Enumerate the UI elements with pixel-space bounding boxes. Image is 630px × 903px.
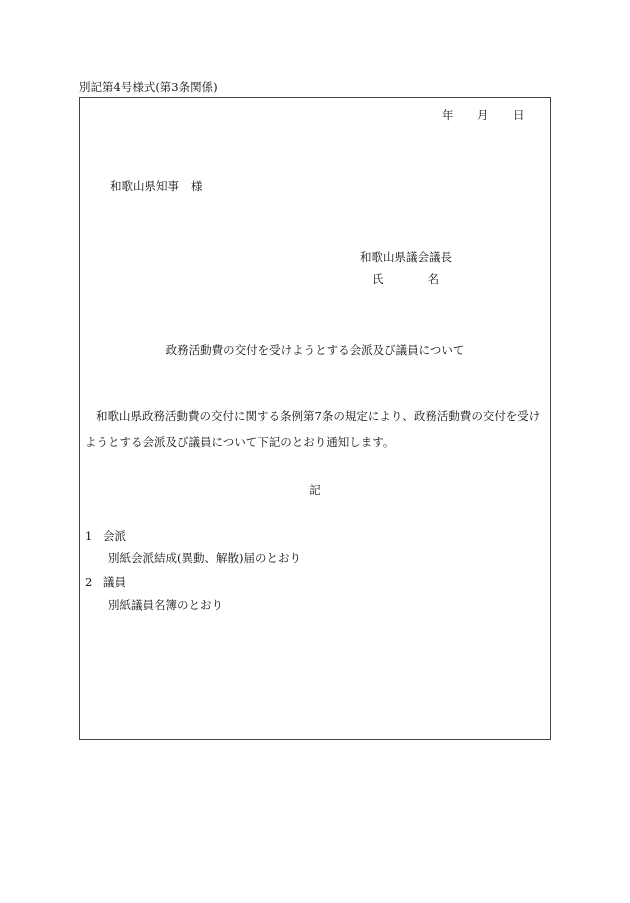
date-month-label: 月 bbox=[477, 108, 489, 122]
item-1-heading bbox=[85, 531, 126, 543]
item-2-number: 2 bbox=[85, 575, 93, 589]
form-label: 別記第4号様式(第3条関係) bbox=[79, 80, 218, 94]
item-2-heading bbox=[85, 577, 126, 589]
item-1-number: 1 bbox=[85, 529, 93, 543]
body-text-line-2: ようとする会派及び議員について下記のとおり通知します。 bbox=[85, 435, 395, 449]
body-text-line-1: 和歌山県政務活動費の交付に関する条例第7条の規定により、政務活動費の交付を受け bbox=[96, 409, 541, 423]
sender-organization: 和歌山県議会議長 bbox=[360, 250, 452, 264]
item-1-description: 別紙会派結成(異動、解散)届のとおり bbox=[108, 551, 301, 565]
addressee-honorific: 様 bbox=[191, 179, 203, 193]
addressee-name: 和歌山県知事 bbox=[110, 179, 179, 193]
item-1-title: 会派 bbox=[103, 529, 126, 543]
date-day-label: 日 bbox=[513, 108, 525, 122]
subject-line: 政務活動費の交付を受けようとする会派及び議員について bbox=[165, 343, 465, 357]
sender-name-label-first: 氏 bbox=[372, 272, 384, 286]
sender-name-label bbox=[372, 274, 439, 286]
ki-heading: 記 bbox=[309, 483, 321, 497]
item-2-description: 別紙議員名簿のとおり bbox=[108, 598, 223, 612]
item-2-title: 議員 bbox=[103, 575, 126, 589]
sender-name-label-second: 名 bbox=[427, 272, 439, 286]
addressee bbox=[110, 181, 203, 193]
date-year-label: 年 bbox=[442, 108, 454, 122]
